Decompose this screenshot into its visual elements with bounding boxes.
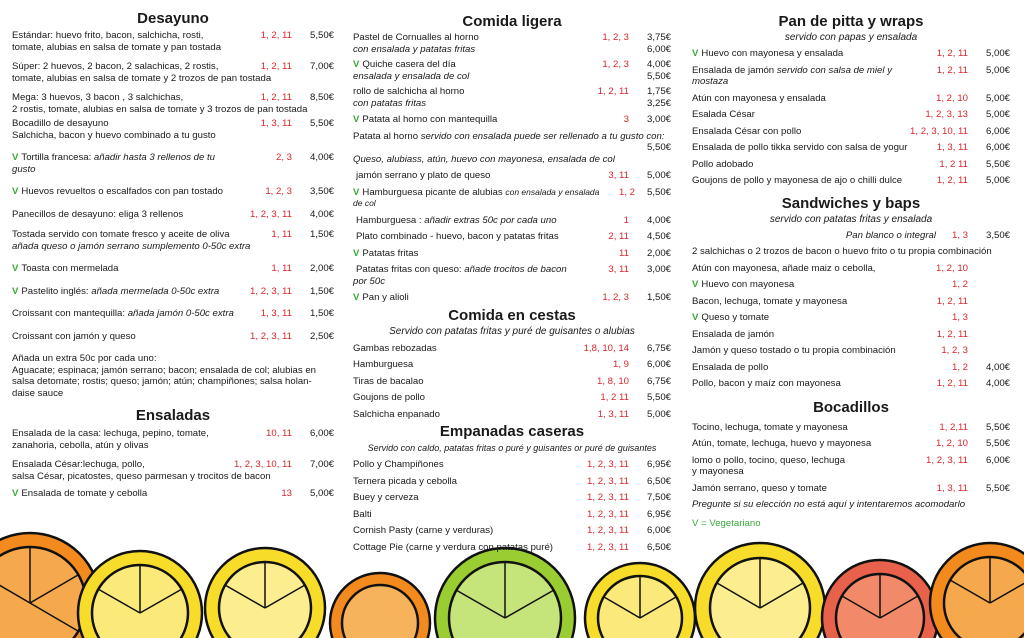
- menu-item: Gambas rebozadas 1,8, 10, 14 6,75€: [353, 342, 671, 354]
- menu-item: Pollo adobado 1, 2 11 5,50€: [692, 158, 1010, 170]
- menu-item: Pollo, bacon y maíz con mayonesa 1, 2, 11 4,00€: [692, 378, 1010, 389]
- menu-item-ensalada-tomate: V Ensalada de tomate y cebolla 13 5,00€: [12, 488, 334, 499]
- menu-item: Atún con mayonesa y ensalada 1, 2, 10 5,00€: [692, 92, 1010, 104]
- bocadillos-note: Pregunte si su elección no está aquí y intentaremos acomodarlo: [692, 499, 966, 510]
- extras-note: Añada un extra 50c por cada uno: Aguacate; espinaca; jamón serrano; bacon; ensalada de col; alubias en salsa detomate; rostis; queso; jamón; atún; champiñones; salsa holan- daise sauce: [12, 353, 317, 399]
- menu-item: Balti 1, 2, 3, 11 6,95€: [353, 508, 671, 520]
- menu-item: V Huevo con mayonesa 1, 2: [692, 279, 968, 290]
- sandwich-options-line: 2 salchichas o 2 trozos de bacon o huevo frito o tu propia combinación: [692, 246, 992, 257]
- section-title-pitta: Pan de pitta y wraps: [778, 13, 924, 30]
- menu-item: V Hamburguesa picante de alubias con ensalada y ensalada de col 1, 2 5,50€: [353, 186, 671, 208]
- section-title-desayuno: Desayuno: [137, 10, 209, 27]
- section-title-ensaladas: Ensaladas: [135, 407, 211, 424]
- vegetarian-badge: V: [353, 292, 360, 303]
- menu-item-toasta: V Toasta con mermelada 1, 11 2,00€: [12, 263, 334, 274]
- section-subtitle-cestas: Servido con patatas fritas y puré de guisantes o alubias: [389, 325, 635, 337]
- vegetarian-badge: V: [12, 263, 19, 274]
- menu-item: Estándar: huevo frito, bacon, salchicha, rosti, 1, 2, 11 5,50€ tomate, alubias en salsa de tomate y pan tostada: [12, 30, 334, 53]
- menu-item: Tiras de bacalao 1, 8, 10 6,75€: [353, 375, 671, 387]
- menu-item: Ensalada de pollo 1, 2 4,00€: [692, 361, 1010, 373]
- vegetarian-badge: V: [353, 247, 360, 259]
- menu-item: Patatas fritas con queso: añade trocitos de bacon por 50c 3, 11 3,00€: [353, 264, 671, 287]
- menu-item: Salchicha enpanado 1, 3, 11 5,00€: [353, 408, 671, 420]
- menu-item: Hamburguesa 1, 9 6,00€: [353, 359, 671, 370]
- menu-item-patata-rellena: Patata al horno servido con ensalada puede ser rellenado a tu gusto con: 5,50€ Queso, alubiass, atún, huevo con mayonesa, ensalada de col: [353, 130, 671, 165]
- section-title-ligera: Comida ligera: [462, 13, 562, 30]
- menu-item: jamón serrano y plato de queso 3, 11 5,00€: [356, 170, 671, 181]
- menu-item: Mega: 3 huevos, 3 bacon , 3 salchichas, 1, 2, 11 8,50€ 2 rostis, tomate, alubias en salsa de tomate y 3 trozos de pan tostada: [12, 92, 334, 115]
- menu-item: Plato combinado - huevo, bacon y patatas fritas 2, 11 4,50€: [356, 231, 671, 242]
- menu-item-croissant-jamon: Croissant con jamón y queso 1, 2, 3, 11 2,50€: [12, 330, 334, 342]
- menu-item-pastel: Pastel de Cornualles al horno 1, 2, 3 3,75€ con ensalada y patatas fritas 6,00€: [353, 32, 671, 55]
- menu-item: Ensalada de jamón servido con salsa de miel y mostaza 1, 2, 11 5,00€: [692, 64, 1010, 87]
- menu-item: Ensalada de pollo tikka servido con salsa de yogur 1, 3, 11 6,00€: [692, 142, 1010, 153]
- menu-item-croissant-mantequilla: Croissant con mantequilla: añada jamón 0-50c extra 1, 3, 11 1,50€: [12, 308, 334, 319]
- section-title-bocadillos: Bocadillos: [813, 398, 889, 416]
- vegetarian-badge: V: [692, 48, 699, 59]
- section-title-cestas: Comida en cestas: [448, 306, 576, 324]
- column-right: [692, 10, 1010, 529]
- menu-item-ensalada-cesar: Ensalada César:lechuga, pollo, 1, 2, 3, 10, 11 7,00€ salsa César, picatostes, queso parmesan y trocitos de bacon: [12, 459, 334, 482]
- menu-item-panecillos: Panecillos de desayuno: eliga 3 rellenos 1, 2, 3, 11 4,00€: [12, 208, 334, 220]
- menu-item: V Pan y alioli 1, 2, 3 1,50€: [353, 292, 671, 303]
- menu-item: Bacon, lechuga, tomate y mayonesa 1, 2, 11: [692, 295, 968, 307]
- menu-item: V Patatas fritas 11 2,00€: [353, 247, 671, 259]
- section-subtitle-pitta: servido con papas y ensalada: [784, 32, 918, 43]
- menu-item: Buey y cerveza 1, 2, 3, 11 7,50€: [353, 492, 671, 503]
- menu-item: Goujons de pollo y mayonesa de ajo o chilli dulce 1, 2, 11 5,00€: [692, 175, 1010, 186]
- menu-item: Hamburguesa : añadir extras 50c por cada uno 1 4,00€: [356, 214, 671, 226]
- menu-item-ensalada-casa: Ensalada de la casa: lechuga, pepino, tomate, 10, 11 6,00€ zanahoria, cebolla, atún y olivas: [12, 428, 334, 451]
- menu-item: Tocino, lechuga, tomate y mayonesa 1, 2,11 5,50€: [692, 421, 1010, 433]
- menu-item: Cornish Pasty (carne y verduras) 1, 2, 3, 11 6,00€: [353, 525, 671, 536]
- section-subtitle-sandwiches: servido con patatas fritas y ensalada: [769, 213, 933, 225]
- vegetarian-badge: V: [692, 279, 699, 290]
- menu-item: V Huevo con mayonesa y ensalada 1, 2, 11 5,00€: [692, 48, 1010, 59]
- section-subtitle-empanadas: Servido con caldo, patatas fritas o puré y guisantes or puré de guisantes: [367, 443, 657, 453]
- column-middle: [353, 10, 671, 553]
- menu-item: Ensalada César con pollo 1, 2, 3, 10, 11 6,00€: [692, 125, 1010, 137]
- vegetarian-badge: V: [12, 285, 19, 297]
- menu-item-pastelito: V Pastelito inglés: añada mermelada 0-50c extra 1, 2, 3, 11 1,50€: [12, 285, 334, 297]
- menu-item: Esalada César 1, 2, 3, 13 5,00€: [692, 109, 1010, 120]
- vegetarian-badge: V: [12, 186, 19, 197]
- column-left: [12, 10, 334, 500]
- section-title-empanadas: Empanadas caseras: [439, 423, 585, 440]
- menu-item-patata: V Patata al horno con mantequilla 3 3,00€: [353, 114, 671, 125]
- menu-item: Pollo y Champiñones 1, 2, 3, 11 6,95€: [353, 459, 671, 470]
- vegetarian-badge: V: [353, 114, 360, 125]
- vegetarian-badge: V: [12, 152, 19, 163]
- menu-item: Cottage Pie (carne y verdura con patatas puré) 1, 2, 3, 11 6,50€: [353, 541, 671, 553]
- menu-item: Jamón y queso tostado o tu propia combinación 1, 2, 3: [692, 345, 968, 356]
- menu-item: Súper: 2 huevos, 2 bacon, 2 salachicas, 2 rostis, 1, 2, 11 7,00€ tomate, alubias en salsa de tomate y 2 trozos de pan tostada: [12, 61, 334, 84]
- menu-item: Ternera picada y cebolla 1, 2, 3, 11 6,50€: [353, 475, 671, 487]
- vegetarian-badge: V: [12, 488, 19, 499]
- menu-item-tostada: Tostada servido con tomate fresco y aceite de oliva 1, 11 1,50€ añada queso o jamón serrano sumplemento 0-50c extra: [12, 229, 334, 252]
- menu-item: Ensalada de jamón 1, 2, 11: [692, 328, 968, 340]
- menu-item: Atún con mayonesa, añade maiz o cebolla, 1, 2, 10: [692, 262, 968, 274]
- section-title-sandwiches: Sandwiches y baps: [781, 194, 921, 212]
- menu-item-quiche: V Quiche casera del día 1, 2, 3 4,00€ ensalada y ensalada de col 5,50€: [353, 59, 671, 82]
- menu-item-huevos: V Huevos revueltos o escalfados con pan tostado 1, 2, 3 3,50€: [12, 186, 334, 197]
- menu-item-pan: Pan blanco o integral 1, 3 3,50€: [845, 229, 1010, 241]
- vegetarian-badge: V: [353, 59, 360, 70]
- menu-item: Jamón serrano, queso y tomate 1, 3, 11 5,50€: [692, 482, 1010, 494]
- menu-item: V Queso y tomate 1, 3: [692, 312, 968, 323]
- menu-item: Atún, tomate, lechuga, huevo y mayonesa 1, 2, 10 5,50€: [692, 438, 1010, 449]
- menu-item: Goujons de pollo 1, 2 11 5,50€: [353, 392, 671, 403]
- menu-item-tortilla: V Tortilla francesa: añadir hasta 3 rellenos de tu gusto 2, 3 4,00€: [12, 152, 334, 175]
- menu-item: lomo o pollo, tocino, queso, lechuga 1, 2, 3, 11 6,00€ y mayonesa: [692, 454, 1010, 477]
- vegetarian-legend: V = Vegetariano: [692, 517, 761, 529]
- menu-item-rollo: rollo de salchicha al horno 1, 2, 11 1,75€ con patatas fritas 3,25€: [353, 86, 671, 109]
- menu-item: Bocadillo de desayuno 1, 3, 11 5,50€ Salchicha, bacon y huevo combinado a tu gusto: [12, 118, 334, 141]
- vegetarian-badge: V: [353, 186, 360, 198]
- vegetarian-badge: V: [692, 312, 699, 323]
